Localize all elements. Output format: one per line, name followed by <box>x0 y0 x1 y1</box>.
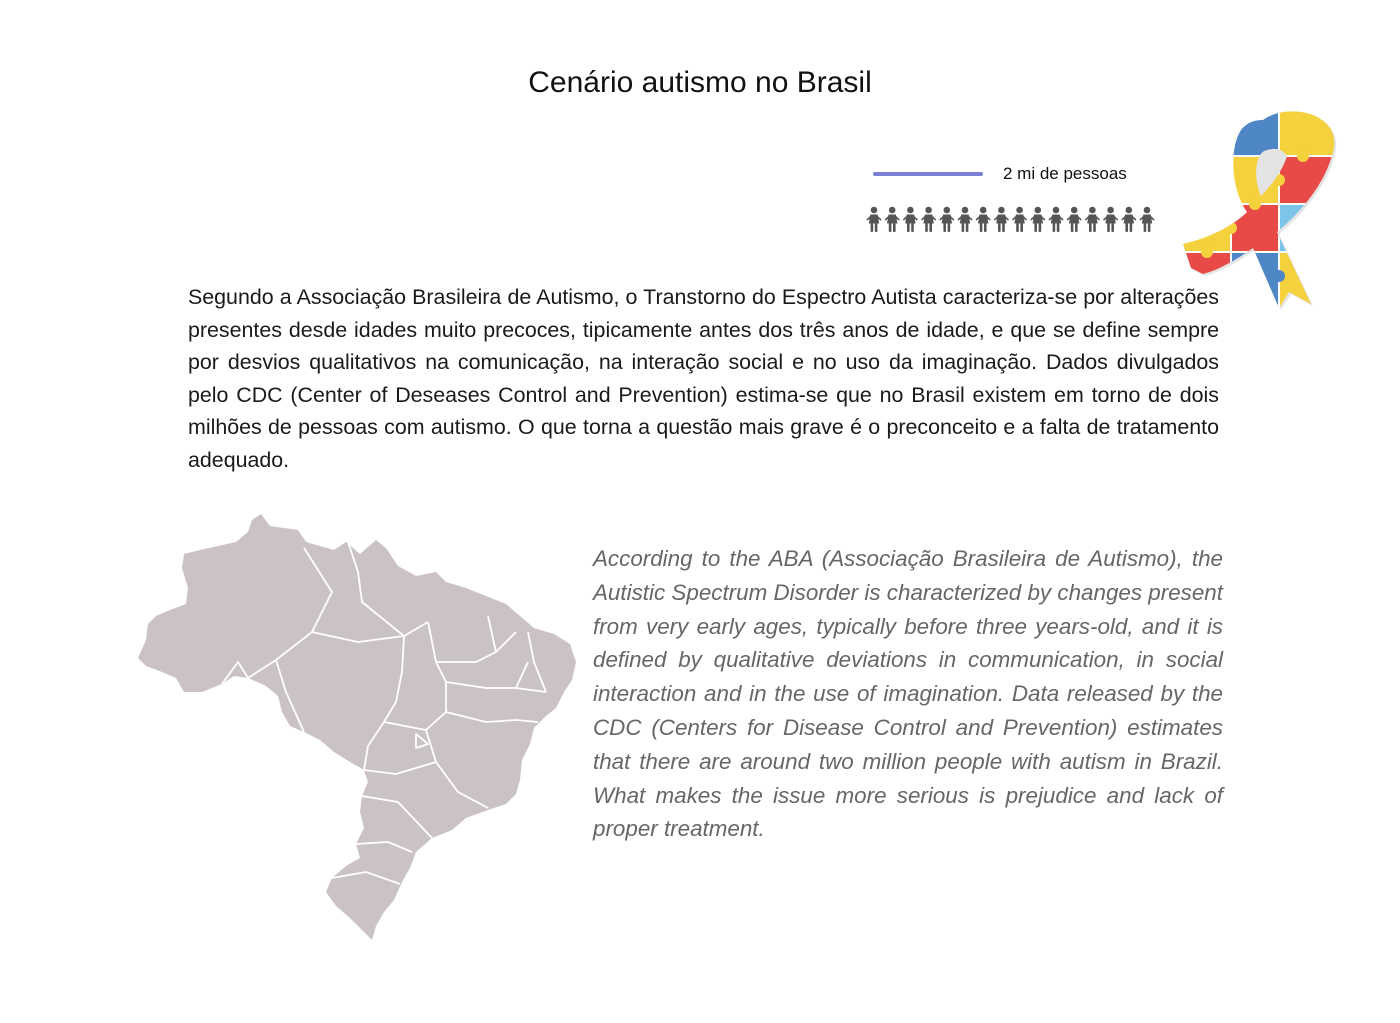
child-figure-icon <box>1012 207 1027 232</box>
people-icon-row <box>866 206 1158 234</box>
child-figure-icon <box>921 207 936 232</box>
child-figure-icon <box>1030 207 1045 232</box>
child-figure-icon <box>957 207 972 232</box>
child-figure-icon <box>1048 207 1063 232</box>
child-figure-icon <box>1121 207 1136 232</box>
brazil-map-icon <box>136 512 576 944</box>
paragraph-english: According to the ABA (Associação Brasileira de Autismo), the Autistic Spectrum Disorder is characterized by changes present from very early ages, typically before three years-old, and it is defined by qualitative deviations in communication, in social interaction and in the use of imagination. Data released by the CDC (Centers for Disease Control and Prevention) estimates that there are around two million people with autism in Brazil. What makes the issue more serious is prejudice and lack of proper treatment. <box>593 546 1223 842</box>
legend <box>873 160 1127 188</box>
child-figure-icon <box>976 207 991 232</box>
child-figure-icon <box>1139 207 1154 232</box>
child-figure-icon <box>1085 207 1100 232</box>
legend-label: 2 mi de pessoas <box>1003 164 1127 183</box>
child-figure-icon <box>1103 207 1118 232</box>
child-figure-icon <box>903 207 918 232</box>
child-figure-icon <box>994 207 1009 232</box>
child-figure-icon <box>939 207 954 232</box>
child-figure-icon <box>1067 207 1082 232</box>
paragraph-portuguese: Segundo a Associação Brasileira de Autismo, o Transtorno do Espectro Autista caracteriza-se por alterações presentes desde idades muito precoces, tipicamente antes dos três anos de idade, e que se define sempre por desvios qualitativos na comunicação, na interação social e no uso da imaginação. Dados divulgados pelo CDC (Center of Deseases Control and Prevention) estima-se que no Brasil existem em torno de dois milhões de pessoas com autismo. O que torna a questão mais grave é o preconceito e a falta de tratamento adequado. <box>188 285 1219 472</box>
page-title: Cenário autismo no Brasil <box>528 66 872 99</box>
child-figure-icon <box>866 207 881 232</box>
legend-line <box>873 172 983 176</box>
child-figure-icon <box>885 207 900 232</box>
